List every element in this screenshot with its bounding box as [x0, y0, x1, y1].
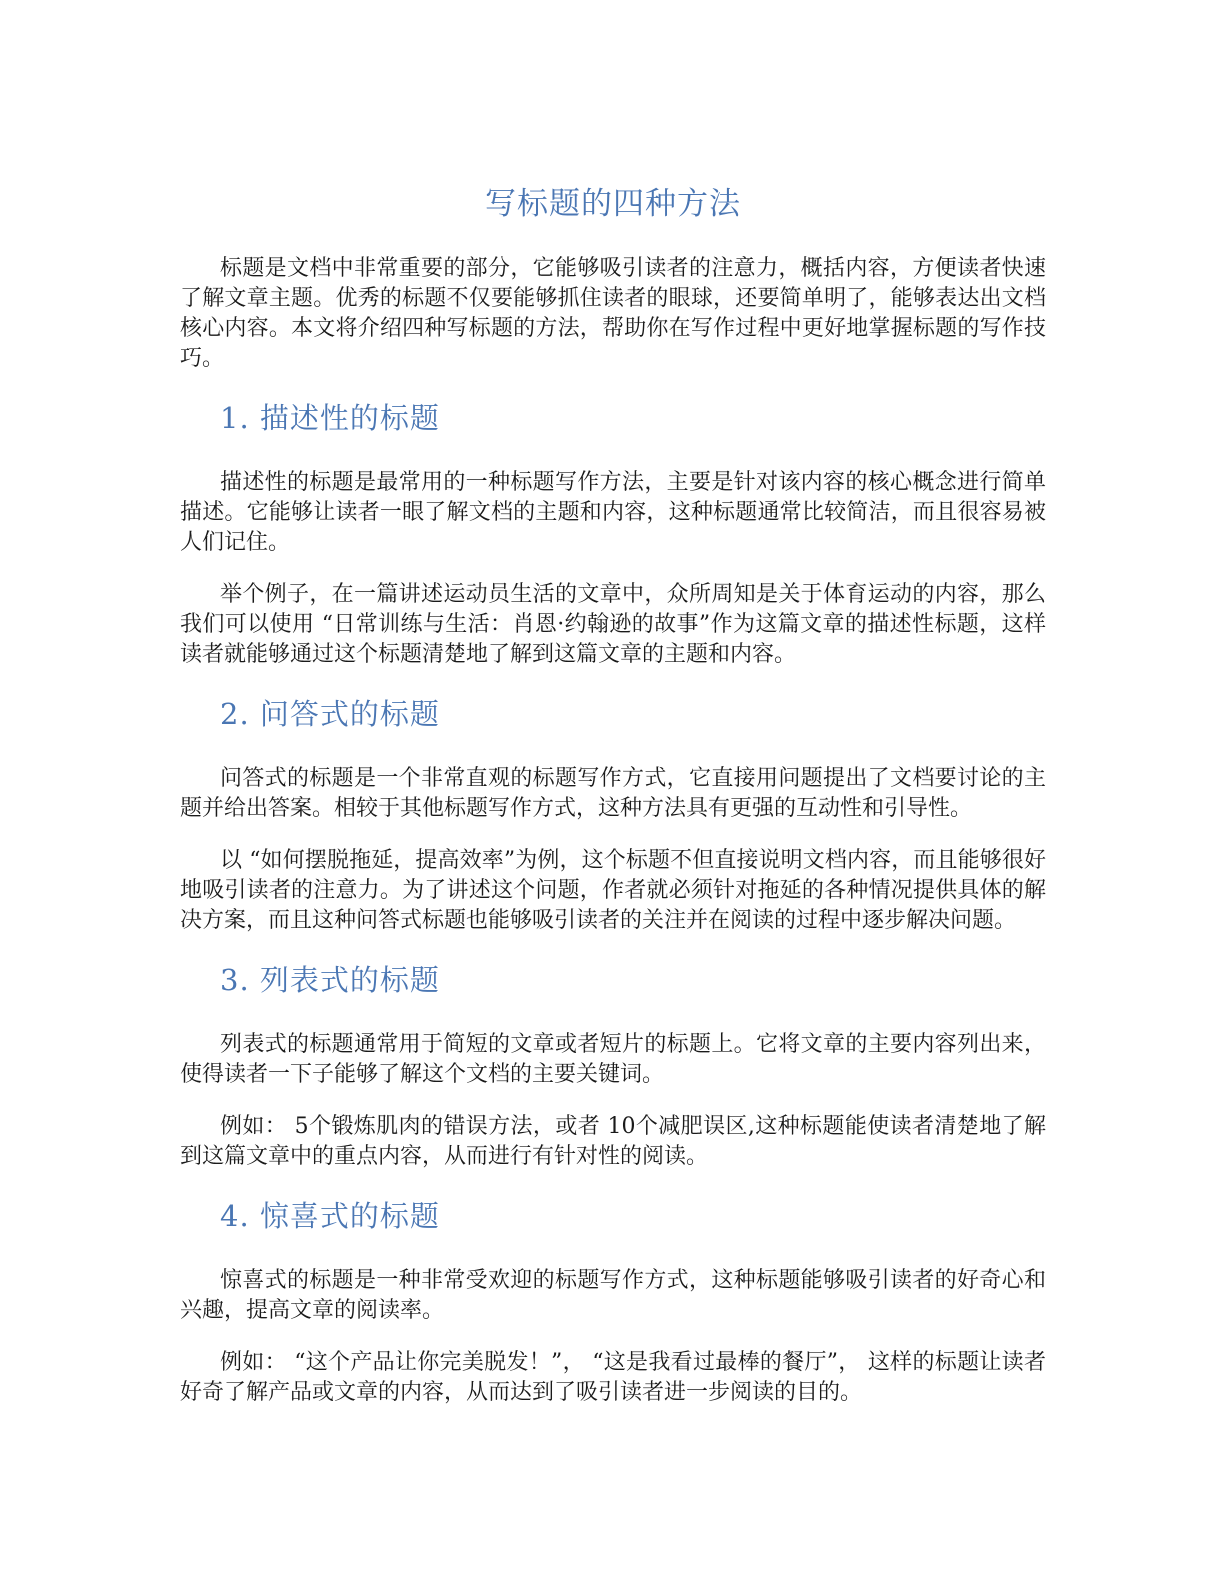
section-paragraph: 问答式的标题是一个非常直观的标题写作方式，它直接用问题提出了文档要讨论的主题并给出答案。相较于其他标题写作方式，这种方法具有更强的互动性和引导性。	[180, 766, 1046, 821]
section-heading: 3. 列表式的标题	[220, 963, 440, 997]
section-descriptive	[180, 396, 1046, 670]
section-paragraph: 描述性的标题是最常用的一种标题写作方法，主要是针对该内容的核心概念进行简单描述。它能够让读者一眼了解文档的主题和内容，这种标题通常比较简洁，而且很容易被人们记住。	[180, 470, 1046, 555]
section-heading: 2. 问答式的标题	[220, 697, 440, 731]
section-qa	[180, 692, 1046, 936]
section-paragraph: 例如： “这个产品让你完美脱发！”， “这是我看过最棒的餐厅”， 这样的标题让读者好奇了解产品或文章的内容，从而达到了吸引读者进一步阅读的目的。	[180, 1350, 1046, 1405]
section-paragraph: 列表式的标题通常用于简短的文章或者短片的标题上。它将文章的主要内容列出来，使得读者一下子能够了解这个文档的主要关键词。	[180, 1032, 1046, 1087]
section-paragraph: 例如： 5个锻炼肌肉的错误方法，或者 10个减肥误区,这种标题能使读者清楚地了解到这篇文章中的重点内容，从而进行有针对性的阅读。	[180, 1114, 1046, 1169]
document-title: 写标题的四种方法	[485, 186, 741, 222]
intro-paragraph: 标题是文档中非常重要的部分，它能够吸引读者的注意力，概括内容，方便读者快速了解文章主题。优秀的标题不仅要能够抓住读者的眼球，还要简单明了，能够表达出文档核心内容。本文将介绍四种写标题的方法，帮助你在写作过程中更好地掌握标题的写作技巧。	[180, 256, 1046, 371]
section-paragraph: 举个例子，在一篇讲述运动员生活的文章中，众所周知是关于体育运动的内容，那么我们可以使用 “日常训练与生活：肖恩·约翰逊的故事”作为这篇文章的描述性标题，这样读者就能够通过这个标题清楚地了解到这篇文章的主题和内容。	[180, 582, 1046, 667]
section-list	[180, 958, 1046, 1172]
section-surprise	[180, 1194, 1046, 1408]
document-page	[180, 178, 1046, 1430]
section-paragraph: 惊喜式的标题是一种非常受欢迎的标题写作方式，这种标题能够吸引读者的好奇心和兴趣，提高文章的阅读率。	[180, 1268, 1046, 1323]
section-paragraph: 以 “如何摆脱拖延，提高效率”为例，这个标题不但直接说明文档内容，而且能够很好地吸引读者的注意力。为了讲述这个问题，作者就必须针对拖延的各种情况提供具体的解决方案，而且这种问答式标题也能够吸引读者的关注并在阅读的过程中逐步解决问题。	[180, 848, 1046, 933]
section-heading: 4. 惊喜式的标题	[220, 1199, 440, 1233]
section-heading: 1. 描述性的标题	[220, 401, 440, 435]
